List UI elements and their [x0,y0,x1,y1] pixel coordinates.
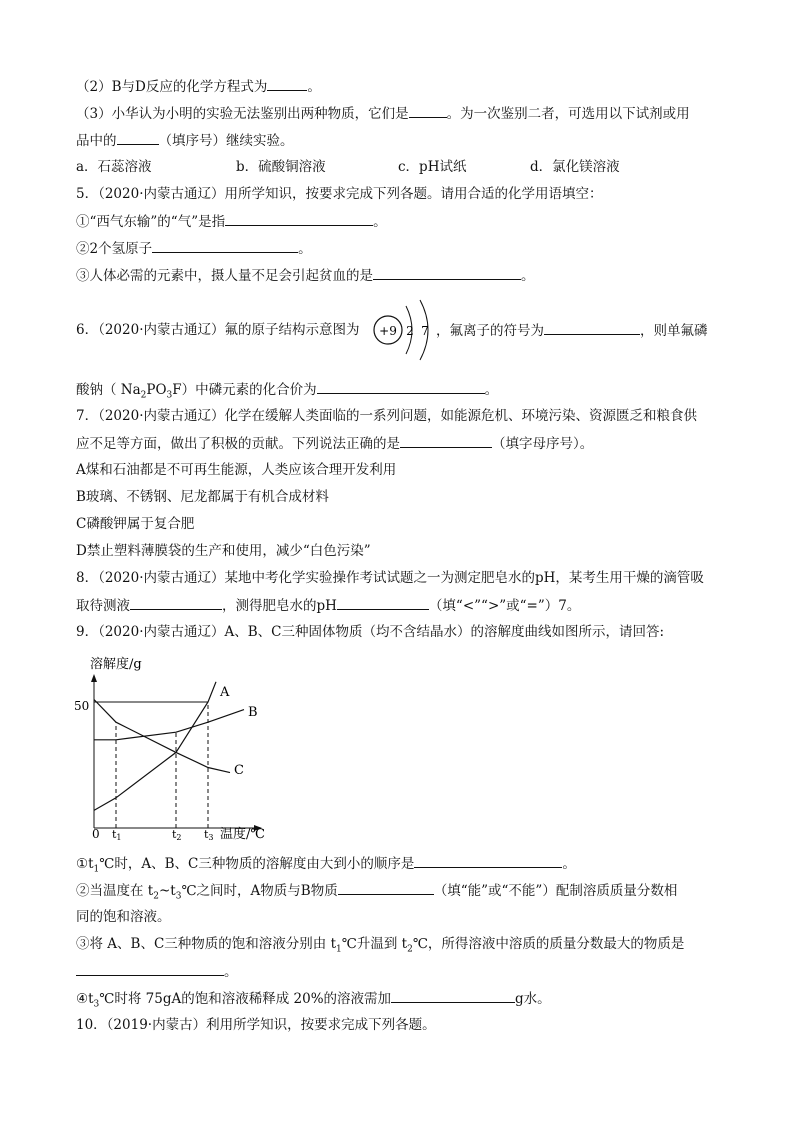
series-label-B: B [248,705,258,720]
q9-3-blank[interactable] [76,961,224,976]
q7-option-d: D禁止塑料薄膜袋的生产和使用，减少“白色污染” [76,543,371,559]
q9-1: $①t_1℃$时，A、B、C三种物质的溶解度由大到小的顺序是 。 [76,853,576,880]
q7-line-1: 7．（2020·内蒙古通辽）化学在缓解人类面临的一系列问题，如能源危机、环境污染、资源匮乏和粮食供 [76,408,697,424]
curve-A [94,682,216,811]
q5-3: ③人体必需的元素中，摄人量不足会引起贫血的是 。 [76,265,535,286]
option-a: a．石蕊溶液 [76,159,152,175]
q5-1-blank[interactable] [225,211,373,226]
chart-ylabel: 溶解度/g [90,657,142,672]
y-axis-arrow [91,674,97,682]
q9-2-blank[interactable] [338,880,434,895]
series-label-A: A [220,685,230,700]
q8-blank-1[interactable] [130,595,222,610]
q3-line-2: 品中的 （填序号）继续实验。 [76,130,294,151]
curve-C [94,700,230,773]
fluorine-atom-diagram [370,296,436,366]
q5-2-blank[interactable] [152,238,298,253]
q8-blank-2[interactable] [337,595,429,610]
q7-line-2: 应不足等方面，做出了积极的贡献。下列说法正确的是 （填字母序号）。 [76,433,593,454]
q3-blank-2[interactable] [117,130,159,145]
origin-label: 0 [92,827,100,841]
q9-3: ③将 A、B、C三种物质的饱和溶液分别由 $t_1℃$升温到 $t_2℃$，所得溶液中溶质的质量分数最大的物质是 [76,936,685,955]
q10-title: 10．（2019·内蒙古）利用所学知识，按要求完成下列各题。 [76,1017,436,1033]
series-label-C: C [234,763,244,778]
x-tick-t1: t1 [112,828,122,842]
option-b: b．硫酸铜溶液 [236,159,326,175]
chart-xlabel: 温度/℃ [220,827,265,842]
q5-1: ①“西气东输”的“气”是指 。 [76,211,387,232]
q3-line: （3）小华认为小明的实验无法鉴别出两种物质，它们是 。为一次鉴别二者，可选用以下试剂或用 [76,103,690,124]
shell-2-count: 7 [421,324,429,338]
q6-blank-1[interactable] [544,320,640,335]
q6-line-1b: ，氟离子的符号为 ，则单氟磷 [436,320,708,341]
q5-title: 5．（2020·内蒙古通辽）用所学知识，按要求完成下列各题。请用合适的化学用语填空： [76,186,603,202]
q9-2-cont: 同的饱和溶液。 [76,909,171,925]
q7-blank[interactable] [400,433,492,448]
shell-1-count: 2 [406,324,414,338]
q7-option-b: B玻璃、不锈钢、尼龙都属于有机合成材料 [76,489,329,505]
q7-option-a: A煤和石油都是不可再生能源，人类应该合理开发利用 [76,462,397,478]
q9-2: ②当温度在 $t_2\sim t_3℃$之间时，A物质与B物质 （填“能”或“不能”）配制溶质质量分数相 [76,880,677,907]
q2-line: （2）B与D反应的化学方程式为 。 [76,76,321,97]
q8-line-1: 8．（2020·内蒙古通辽）某地中考化学实验操作考试试题之一为测定肥皂水的pH，某考生用干燥的滴管吸 [76,570,704,586]
q6-blank-2[interactable] [317,379,485,394]
option-c: c．pH试纸 [398,159,467,175]
q3-blank-1[interactable] [409,103,447,118]
solubility-chart [74,652,280,844]
nucleus-charge: +9 [379,324,397,338]
q6-line-1: 6．（2020·内蒙古通辽）氟的原子结构示意图为 [76,322,360,338]
q9-3-cont: 。 [76,961,238,982]
q9-title: 9．（2020·内蒙古通辽）A、B、C三种固体物质（均不含结晶水）的溶解度曲线如图所示，请回答: [76,624,665,640]
q5-3-blank[interactable] [373,265,521,280]
option-d: d．氯化镁溶液 [530,159,620,175]
x-tick-t2: t2 [172,828,182,842]
x-tick-t3: t3 [204,828,214,842]
y-tick-50: 50 [74,699,90,713]
q8-line-2: 取待测液 ，测得肥皂水的pH （填“<”“>”或“=”）7。 [76,595,580,616]
q9-4: $④t_3℃$时将 75gA的饱和溶液稀释成 20%的溶液需加 g水。 [76,988,551,1015]
q2-text: （2）B与D反应的化学方程式为 [76,79,268,95]
q5-2: ②2个氢原子 。 [76,238,312,259]
q6-line-2: 酸钠（ $Na_2PO_3F$）中磷元素的化合价为 。 [76,379,498,406]
q2-blank[interactable] [267,76,307,91]
q3-options [76,157,620,177]
q9-1-blank[interactable] [414,853,562,868]
q9-4-blank[interactable] [391,988,515,1003]
q7-option-c: C磷酸钾属于复合肥 [76,516,195,532]
